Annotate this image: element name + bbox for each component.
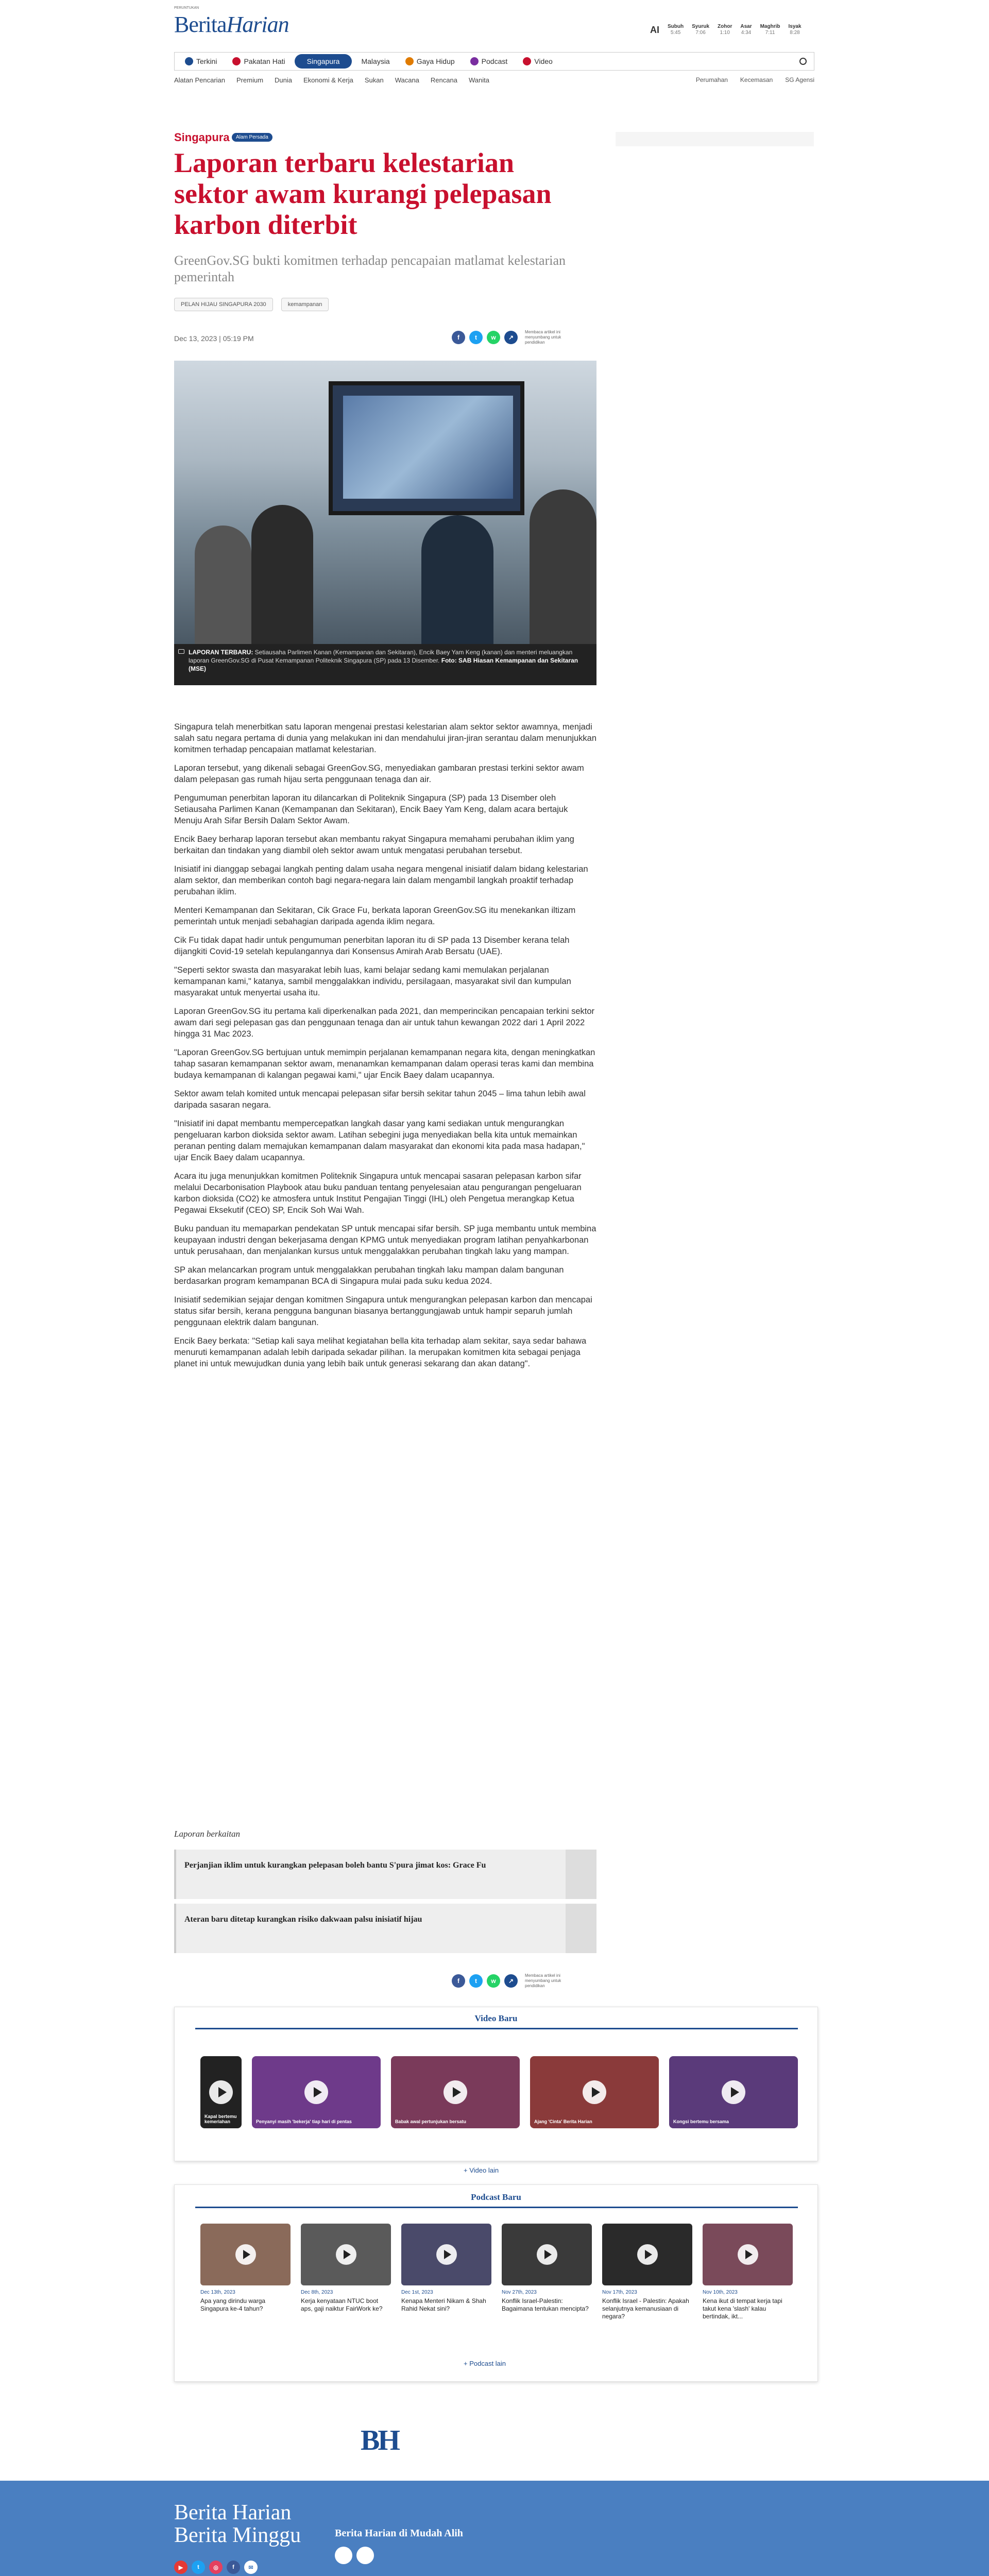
bh-logo: BH <box>361 2425 398 2456</box>
photo-screen <box>329 381 524 515</box>
more-videos-link[interactable]: + Video lain <box>464 2166 499 2174</box>
nav-singapura[interactable]: Singapura <box>295 54 352 69</box>
trending-tag[interactable]: Perumahan <box>695 76 728 83</box>
video-section <box>174 2007 818 2161</box>
prayer-slot: Subuh 5:45 <box>668 24 684 36</box>
play-icon <box>738 2244 758 2265</box>
play-icon <box>436 2244 457 2265</box>
paragraph: Pengumuman penerbitan laporan itu dilancarkan di Politeknik Singapura (SP) pada 13 Disember oleh Setiausaha Parlimen Kanan (Kemampanan dan Sekitaran), Encik Baey Yam Keng, dalam acara bertajuk Menuju Arah Sifar Bersih Dalam Sektor Awam. <box>174 793 568 825</box>
apple-icon[interactable] <box>335 2547 352 2564</box>
play-icon <box>444 2080 467 2104</box>
related-article[interactable]: Perjanjian iklim untuk kurangkan pelepasan boleh bantu S'pura jimat kos: Grace Fu <box>174 1850 596 1899</box>
play-icon <box>304 2080 328 2104</box>
photo-caption <box>174 644 596 685</box>
share-icon[interactable]: ↗ <box>504 331 518 344</box>
play-icon <box>523 57 531 65</box>
play-icon <box>209 2080 233 2104</box>
article-tags <box>174 298 329 311</box>
podcast-card[interactable]: Nov 10th, 2023 Kena ikut di tempat kerja tapi takut kena 'slash' kalau bertindak, ikt... <box>703 2224 793 2320</box>
trending-tags <box>696 76 814 88</box>
prayer-slot: Asar 4:34 <box>740 24 752 36</box>
subnav-item[interactable]: Rencana <box>430 76 457 84</box>
play-icon <box>336 2244 356 2265</box>
video-thumb[interactable]: Ajang 'Cinta' Berita Harian <box>530 2056 659 2128</box>
footer-mobile: Berita Harian di Mudah Alih <box>335 2527 505 2567</box>
caption-label: LAPORAN TERBARU: <box>189 649 253 656</box>
subnav-item[interactable]: Ekonomi & Kerja <box>303 76 353 84</box>
podcast-heading: Podcast Baru <box>471 2192 521 2202</box>
nav-terkini[interactable]: Terkini <box>179 55 223 67</box>
footer-logo[interactable]: Berita Harian Berita Minggu <box>174 2501 301 2547</box>
paragraph: Encik Baey berkata: "Setiap kali saya melihat kegiatahan bella kita terhadap alam sekitar, saya sedar bahawa menuruti kemampanan adalah lebih daripada sekadar pilihan. Ia merupakan komitmen kita sebagai penjaga planet ini untuk mewujudkan dunia yang lebih baik untuk generasi sekarang dan akan datang". <box>174 1336 587 1368</box>
paragraph: SP akan melancarkan program untuk menggalakkan perubahan tingkah laku mampan dalam bangunan berdasarkan program kemampanan BCA di Singapura mulai pada suku kedua 2024. <box>174 1265 564 1286</box>
nav-video[interactable]: Video <box>517 55 559 67</box>
article-date: Dec 13, 2023 | 05:19 PM <box>174 334 254 343</box>
prayer-slot: Zohor 1:10 <box>718 24 732 36</box>
subnav-item[interactable]: Wacana <box>395 76 419 84</box>
share-note: Membaca artikel ini menyumbang untuk pendidikan <box>525 330 561 345</box>
video-thumb[interactable]: Penyanyi masih 'bekerja' tiap hari di pentas <box>252 2056 381 2128</box>
paragraph: Buku panduan itu memaparkan pendekatan SP untuk mencapai sifar bersih. SP juga membantu untuk membina keupayaan industri dengan bekerjasama dengan KPMG untuk menyediakan program latihan penyahkarbonan untuk perusahaan, dan menjalankan kursus untuk menggalakkan perubahan tingkah laku yang mampan. <box>174 1224 596 1256</box>
site-logo[interactable] <box>174 11 289 38</box>
section-badge[interactable]: Alam Persada <box>232 133 272 142</box>
subnav-item[interactable]: Alatan Pencarian <box>174 76 226 84</box>
play-icon <box>722 2080 745 2104</box>
share-note: Membaca artikel ini menyumbang untuk pendidikan <box>525 1973 561 1988</box>
social-links <box>174 2561 258 2574</box>
paragraph: Sektor awam telah komited untuk mencapai pelepasan sifar bersih sekitar tahun 2045 – lima tahun lebih awal daripada sasaran negara. <box>174 1089 586 1110</box>
logo-part2: Harian <box>226 12 289 37</box>
podcast-card[interactable]: Nov 17th, 2023 Konflik Israel - Palestin: Apakah selanjutnya kemanusiaan di negara? <box>602 2224 692 2320</box>
instagram-icon[interactable]: ◎ <box>209 2561 223 2574</box>
email-icon[interactable]: ✉ <box>244 2561 258 2574</box>
paragraph: "Laporan GreenGov.SG bertujuan untuk memimpin perjalanan kemampanan negara kita, dengan meningkatkan tahap sasaran kemampanan sektor awam, menanamkan kemampanan dalam operasi teras kami dan membina budaya kemampanan di kalangan pegawai kami," ujar Encik Baey dalam ucapannya. <box>174 1048 595 1080</box>
video-heading: Video Baru <box>474 2013 518 2023</box>
facebook-icon[interactable]: f <box>227 2561 240 2574</box>
more-podcasts-link[interactable]: + Podcast lain <box>464 2360 506 2367</box>
android-icon[interactable] <box>356 2547 374 2564</box>
share-icon[interactable]: ↗ <box>504 1974 518 1988</box>
paragraph: Singapura telah menerbitkan satu laporan mengenai prestasi kelestarian alam sektor sektor awamnya, menjadi salah satu negara pertama di dunia yang melakukan ini dan mendahului jiran-jiran serantau dalam menunjukkan komitmen terhadap pencapaian matlamat kelestarian. <box>174 722 597 754</box>
subnav-item[interactable]: Premium <box>236 76 264 84</box>
trending-tag[interactable]: SG Agensi <box>785 76 814 83</box>
paragraph: Menteri Kemampanan dan Sekitaran, Cik Grace Fu, berkata laporan GreenGov.SG itu menekankan iltizam pemerintah untuk menjadi sebahagian daripada agenda iklim negara. <box>174 906 576 926</box>
video-thumb[interactable]: Babak awal pertunjukan bersatu <box>391 2056 520 2128</box>
facebook-icon[interactable]: f <box>452 1974 465 1988</box>
site-footer <box>0 2481 989 2576</box>
article-tag[interactable]: PELAN HIJAU SINGAPURA 2030 <box>174 298 273 311</box>
twitter-icon[interactable]: t <box>192 2561 205 2574</box>
paragraph: "Seperti sektor swasta dan masyarakat lebih luas, kami belajar sedang kami memulakan perjalanan kemampanan kami," katanya, sambil menggalakkan individu, persilagaan, masyarakat sivil dan kumpulan masyarakat untuk menyertai usaha itu. <box>174 965 571 997</box>
paragraph: Encik Baey berharap laporan tersebut akan membantu rakyat Singapura memahami perubahan iklim yang berkaitan dan tindakan yang diambil oleh sektor awam untuk mengatasi perubahan tersebut. <box>174 835 574 855</box>
heart-icon <box>232 57 241 65</box>
nav-podcast[interactable]: Podcast <box>464 55 514 67</box>
video-thumb[interactable]: Kapal bertemu kemeriahan <box>200 2056 242 2128</box>
article-subtitle: GreenGov.SG bukti komitmen terhadap pencapaian matlamat kelestarian pemerintah <box>174 253 566 284</box>
nav-malaysia[interactable]: Malaysia <box>361 57 390 65</box>
whatsapp-icon[interactable]: w <box>487 331 500 344</box>
paragraph: Inisiatif ini dianggap sebagai langkah penting dalam usaha negara mengenal inisiatif dalam bidang kelestarian alam sektor, dan memberikan contoh bagi negara-negara lain dalam mengambil langkah proaktif terhadap perubahan iklim. <box>174 865 588 896</box>
nav-gaya-hidup[interactable]: Gaya Hidup <box>399 55 461 67</box>
subnav-item[interactable]: Sukan <box>364 76 384 84</box>
sidebar-ad <box>616 132 814 146</box>
prayer-times <box>650 24 802 36</box>
logo-part1: Berita <box>174 12 227 37</box>
sub-nav <box>174 76 814 88</box>
facebook-icon[interactable]: f <box>452 331 465 344</box>
play-icon <box>537 2244 557 2265</box>
subnav-item[interactable]: Wanita <box>468 76 489 84</box>
mic-icon <box>470 57 479 65</box>
paragraph: Cik Fu tidak dapat hadir untuk pengumuman penerbitan laporan itu di SP pada 13 Disember kerana telah dijangkiti Covid-19 setelah kepulangannya dari Konsensus Amirah Arab Bersatu (UAE). <box>174 936 570 956</box>
sponsor-text: PERUNTUKAN <box>174 6 199 10</box>
video-thumb[interactable]: Kongsi bertemu bersama <box>669 2056 798 2128</box>
main-nav <box>174 52 814 71</box>
share-bar <box>452 330 576 345</box>
paragraph: Laporan GreenGov.SG itu pertama kali diperkenalkan pada 2021, dan memperincikan pencapaian terkini sektor awam dari segi pelepasan gas dan penggunaan tenaga dan air untuk tahun kewangan 2022 dari 1 April 2022 hingga 31 Mac 2023. <box>174 1007 595 1039</box>
camera-icon <box>178 649 184 654</box>
related-heading: Laporan berkaitan <box>174 1829 240 1839</box>
article-tag[interactable]: kemampanan <box>281 298 329 311</box>
article-title: Laporan terbaru kelestarian sektor awam kurangi pelepasan karbon diterbit <box>174 147 552 240</box>
paragraph: Laporan tersebut, yang dikenali sebagai GreenGov.SG, menyediakan gambaran prestasi terkini sektor awam dalam pelepasan gas rumah hijau serta penggunaan tenaga dan air. <box>174 764 584 784</box>
article-section[interactable]: Singapura <box>174 131 230 144</box>
twitter-icon[interactable]: t <box>469 1974 483 1988</box>
podcast-card[interactable]: Dec 1st, 2023 Kenapa Menteri Nikam & Shah Rahid Nekat sini? <box>401 2224 491 2313</box>
play-icon <box>583 2080 606 2104</box>
trending-tag[interactable]: Kecemasan <box>740 76 773 83</box>
prayer-slot: Maghrib 7:11 <box>760 24 780 36</box>
article-photo <box>174 361 596 644</box>
play-icon <box>637 2244 658 2265</box>
share-bar-bottom <box>452 1973 576 1989</box>
prayer-ai-label: AI <box>650 24 659 35</box>
nav-pakatan-hati[interactable]: Pakatan Hati <box>226 55 291 67</box>
search-icon[interactable] <box>799 58 807 65</box>
prayer-slot: Isyak 8:28 <box>788 24 802 36</box>
prayer-slot: Syuruk 7:06 <box>692 24 710 36</box>
caption-credit: Foto: SAB Hiasan Kemampanan dan Sekitaran (MSE) <box>189 657 578 672</box>
paragraph: "Inisiatif ini dapat membantu mempercepatkan langkah dasar yang kami sediakan untuk mengurangkan pengeluaran karbon dioksida sektor awam. Latihan sebegini juga menyediakan bella kita untuk memainkan peranan penting dalam memajukan kemampanan dalam masyarakat dan ekonomi kita pada masa hadapan," ujar Encik Baey dalam ucapannya. <box>174 1119 585 1162</box>
podcast-section <box>174 2184 818 2382</box>
sun-icon <box>405 57 414 65</box>
related-article[interactable]: Ateran baru ditetap kurangkan risiko dakwaan palsu inisiatif hijau <box>174 1904 596 1953</box>
podcast-card[interactable]: Dec 13th, 2023 Apa yang dirindu warga Singapura ke-4 tahun? <box>200 2224 291 2313</box>
podcast-card[interactable]: Dec 8th, 2023 Kerja kenyataan NTUC boot aps, gaji naiktur FairWork ke? <box>301 2224 391 2313</box>
subnav-item[interactable]: Dunia <box>275 76 292 84</box>
article-body <box>174 721 598 1377</box>
twitter-icon[interactable]: t <box>469 331 483 344</box>
site-header <box>0 0 989 54</box>
play-icon <box>235 2244 256 2265</box>
clock-icon <box>185 57 193 65</box>
youtube-icon[interactable]: ▶ <box>174 2561 187 2574</box>
whatsapp-icon[interactable]: w <box>487 1974 500 1988</box>
paragraph: Acara itu juga menunjukkan komitmen Politeknik Singapura untuk mencapai sasaran pelepasan karbon sifar melalui Decarbonisation Playbook atau buku panduan tentang penyelesaian atau pengurangan pengeluaran karbon dioksida (CO2) ke atmosfera untuk Institut Pengajian Tinggi (IHL) oleh Pengetua merangkap Ketua Pegawai Eksekutif (CEO) SP, Encik Soh Wai Wah. <box>174 1172 582 1215</box>
caption-text: Setiausaha Parlimen Kanan (Kemampanan dan Sekitaran), Encik Baey Yam Keng (kanan) dan menteri meluangkan laporan GreenGov.SG di Pusat Kemampanan Politeknik Singapura (SP) pada 13 Disember. <box>189 649 573 664</box>
paragraph: Inisiatif sedemikian sejajar dengan komitmen Singapura untuk mengurangkan pelepasan karbon dan mencapai status sifar bersih, kerana pengguna bangunan biasanya bertanggungjawab untuk hampir separuh jumlah penggunaan elektrik dalam bangunan. <box>174 1295 592 1327</box>
podcast-card[interactable]: Nov 27th, 2023 Konflik Israel-Palestin: Bagaimana tentukan mencipta? <box>502 2224 592 2313</box>
